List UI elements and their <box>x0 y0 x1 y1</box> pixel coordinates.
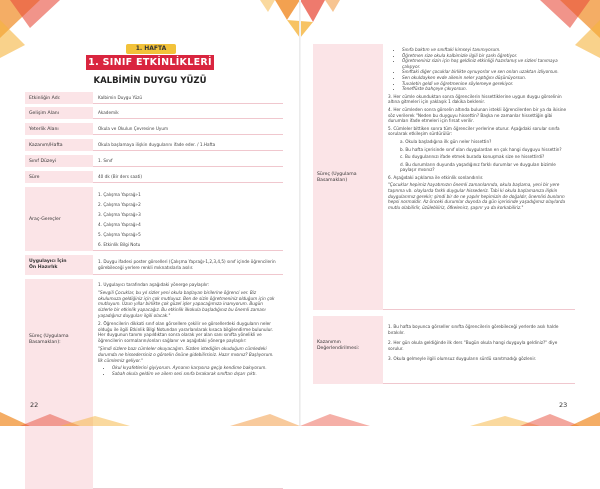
week-badge: 1. HAFTA <box>126 44 176 54</box>
page-gutter <box>299 0 301 426</box>
question-list <box>388 139 570 173</box>
row-label <box>313 44 383 310</box>
materials-list <box>93 187 283 251</box>
step-text: 3. Her cümle okunduktan sonra öğrencilerin hissettiklerine uygun duygu görselinin altına gitmeleri için yaklaşık 1 dakika beklenir. <box>388 93 562 105</box>
quote-text: "Sevgili Çocuklar, bu yıl sizler yeni okula başlayan birilerine öğrenci ver. Biz okulumuza geldiğiniz için çok mutluyuz. Ben de sizin öğretmeniniz olduğum için çok mutluyum. Uzun yıllar birlikte çok güzel işler yapacağımıza inanıyorum. Bugün sizlerle bir etkinlik yapacağız. Bu etkinlik ilkokula başladığınız bu önemli zamanı yaşadığınız duyguları ilgili olacak." <box>98 289 275 318</box>
row-label <box>313 316 383 384</box>
list-item: • Teneffüste bahçeye çıkıyorsun. <box>402 86 570 92</box>
row-label: Kazanım/Hafta <box>25 139 93 151</box>
row-competence-area <box>25 123 283 135</box>
row-label: Gelişim Alanı <box>25 107 93 119</box>
label-line: Süreç (Uygulama <box>29 334 69 339</box>
page-number-right: 23 <box>559 401 568 409</box>
row-activity-name <box>25 92 283 104</box>
row-label: Etkinliğin Adı: <box>25 92 93 104</box>
list-item: • Sen okuldayken evde ailenin neler yaptığını düşünüyorsun. <box>402 75 570 81</box>
list-item: c. Bu duygularınızı ifade etmek burada konuşmak size ne hissettirdi? <box>400 154 545 160</box>
row-outcome <box>25 139 283 151</box>
row-evaluation <box>313 316 575 384</box>
row-grade <box>25 155 283 167</box>
step-text: 4. Her cümleden sonra görselin altında bulunan istekli öğrencilerden bir ya da ikisine söz verilerek "Neden bu duyguyu hissettin? Başka ne zamanlar hissettiğin gibi durumları ifade etmeleri için fırsat verilir. <box>388 106 567 124</box>
list-item: a. Okula başladığına ilk gün neler hissettin? <box>400 138 492 144</box>
row-label: Sınıf Düzeyi <box>25 155 93 167</box>
bottom-decoration <box>0 410 600 426</box>
row-duration <box>25 171 283 183</box>
row-label <box>25 279 93 489</box>
prompt-list <box>98 365 278 377</box>
step-text: 2. Öğrencilerin dikkati sınıf olan görsellere çekilir ve görsellerdeki duyguların neler olduğu ile ilgili Etkinlik Bilgi Notundan yararlanılarak kısaca bilgilendirme bulunulur. Her duygunun tanımı yapıldıktan sonra olarak yer alan sanı sınıfta yönelikli ve öğrencilerin sormalarını/onları sağlanır ve aşağıdaki yönerge paylaşılır: <box>98 320 274 344</box>
list-item: 6. Etkinlik Bilgi Notu <box>98 242 141 247</box>
list-item: 4. Çalışma Yaprağı-4 <box>98 222 141 227</box>
list-item: d. Bu durumların duyunda yaşadığınız farklı durumlar ve duyguları bizimle paylaşır mısınız? <box>400 161 556 173</box>
top-left-decoration <box>0 0 70 60</box>
row-label <box>25 255 93 275</box>
process-continued <box>383 44 575 310</box>
list-item: • Sabah okula geldim ve ailem sesi sınıfa bırakarak sınıftan dışarı çıktı. <box>112 371 278 377</box>
closing-quote: "Çocuklar hepimiz hayatımızın önemli zamanlarında, okula başlama, yeni bir yere taşınma vb. olaylarda farklı duygular hissederiz. Tabi ki okula başlamanıza ilişkin duygularımız gerekir; şimdi bir de ne yapılır hepimizin de doğaldır, önemlisi bunların hepsi normaldir. Az önceki durumlar duynda da gün içerisinde yaşadığımız olaylarda mutlu olabilirlir, üzülebiliriz, öfkelenirz, şaşırır ya da korkabiliriz." <box>388 182 566 210</box>
step-text: 1. Uygulayıcı tarafından aşağıdaki yönerge paylaşılır: <box>98 282 210 287</box>
list-item: 3. Okula gelmeyle ilgili olumsuz duyguların sürdü sanıtmadığı gözlenir. <box>388 356 537 362</box>
label-line: Basamakları): <box>29 340 61 345</box>
row-label: Süre <box>25 171 93 183</box>
list-item: • Okul kıyafetlerini giyiyorum. Aynanın karşısına geçip kendime bakıyorum. <box>112 365 278 371</box>
list-item: • Öğretmen size okula kalbimizle ilgili bir şarkı öğretiyor. <box>402 53 570 59</box>
step-text: 5. Cümleler bittiken sonra tüm öğrenciler yerlerine oturur. Aşağıdaki sorular sınıfa sorularak etkileşim sürdürülür: <box>388 125 560 137</box>
list-item: 5. Çalışma Yaprağı-5 <box>98 232 141 237</box>
activity-title: 1. SINIF ETKİNLİKLERİ <box>86 55 214 70</box>
quote-text: "Şimdi sizlere bazı cümleler okuyacağım. Sizden istediğim okuduğum cümledeki durumda ne hissedersiniz o görselin önüne gidebilirsiniz. Hazır mısınız? Başlıyorum. İlk cümlemiz geliyor." <box>98 345 274 363</box>
step-text: 6. Aşağıdaki açıklama ile etkinlik sonlandırılır. <box>388 174 484 180</box>
row-label: Araç-Gereçler <box>25 187 93 251</box>
list-item: • Öğretmeniniz sizin için hoş geldiniz etkinliği hazırlamış ve sizleri tanımaya çalışıyor. <box>402 58 570 69</box>
row-preparation <box>25 255 283 275</box>
label-line: Basamakları) <box>317 178 348 183</box>
row-value: 1. Sınıf <box>93 155 283 167</box>
row-development-area <box>25 107 283 119</box>
label-line: Uygulayıcı İçin <box>29 259 67 264</box>
list-item: • Tuvaletin geldi ve öğretmenine söylemeye gerekiyor. <box>402 81 570 87</box>
row-value: 40 dk (Bir ders saati) <box>93 171 283 183</box>
list-item: b. Bu hafta içerisinde sınıf olan duygulardan en çok hangi duyguyu hissettin? <box>400 146 562 152</box>
list-item: 1. Çalışma Yaprağı-1 <box>98 192 141 197</box>
row-process <box>25 279 283 489</box>
row-value: Akademik <box>93 107 283 119</box>
page-number-left: 22 <box>30 401 39 409</box>
prompt-list <box>388 47 570 92</box>
list-item: • Sınıftaki diğer çocuklar birlikte oynuyorlar ve sen onları uzaktan izliyorsun. <box>402 69 570 75</box>
evaluation-list <box>383 316 575 384</box>
list-item: • Sınıfa baktım ve sınıftaki kimseyi tanımıyorum. <box>402 47 570 53</box>
row-value: Okula ve Okulun Çevresine Uyum <box>93 123 283 135</box>
row-process-continued <box>313 44 575 310</box>
list-item: 2. Çalışma Yaprağı-2 <box>98 202 141 207</box>
row-value: Kalbimin Duygu Yüzü <box>93 92 283 104</box>
row-value: 1. Duygu ifadesi poster görselleri (Çalışma Yaprağı-1,2,3,4,5) sınıf içinde öğrencilerin görebileceği yerlere renkli mıknatıslarla asılır. <box>93 255 283 275</box>
list-item: 3. Çalışma Yaprağı-3 <box>98 212 141 217</box>
row-label: Yeterlik Alanı <box>25 123 93 135</box>
list-item: 1. Bu hafta boyunca görseller sınıfta öğrencilerin görebileceği yerlerde asılı halde bırakılır. <box>388 324 559 335</box>
row-value: Okula başlamaya ilişkin duygularını ifade eder. / 1.Hafta <box>93 139 283 151</box>
process-steps <box>93 279 283 489</box>
lesson-title: KALBİMİN DUYGU YÜZÜ <box>93 76 207 86</box>
label-line: Süreç (Uygulama <box>317 172 357 177</box>
list-item: 2. Her gün okula geldiğinde ilk ders "Bugün okula hangi duyguyla geldiniz?" diye sorulur. <box>388 340 558 351</box>
label-line: Ön Hazırlık <box>29 265 58 270</box>
row-materials <box>25 187 283 251</box>
label-line: Değerlendirilmesi: <box>317 346 360 351</box>
label-line: Kazanımın <box>317 340 341 345</box>
